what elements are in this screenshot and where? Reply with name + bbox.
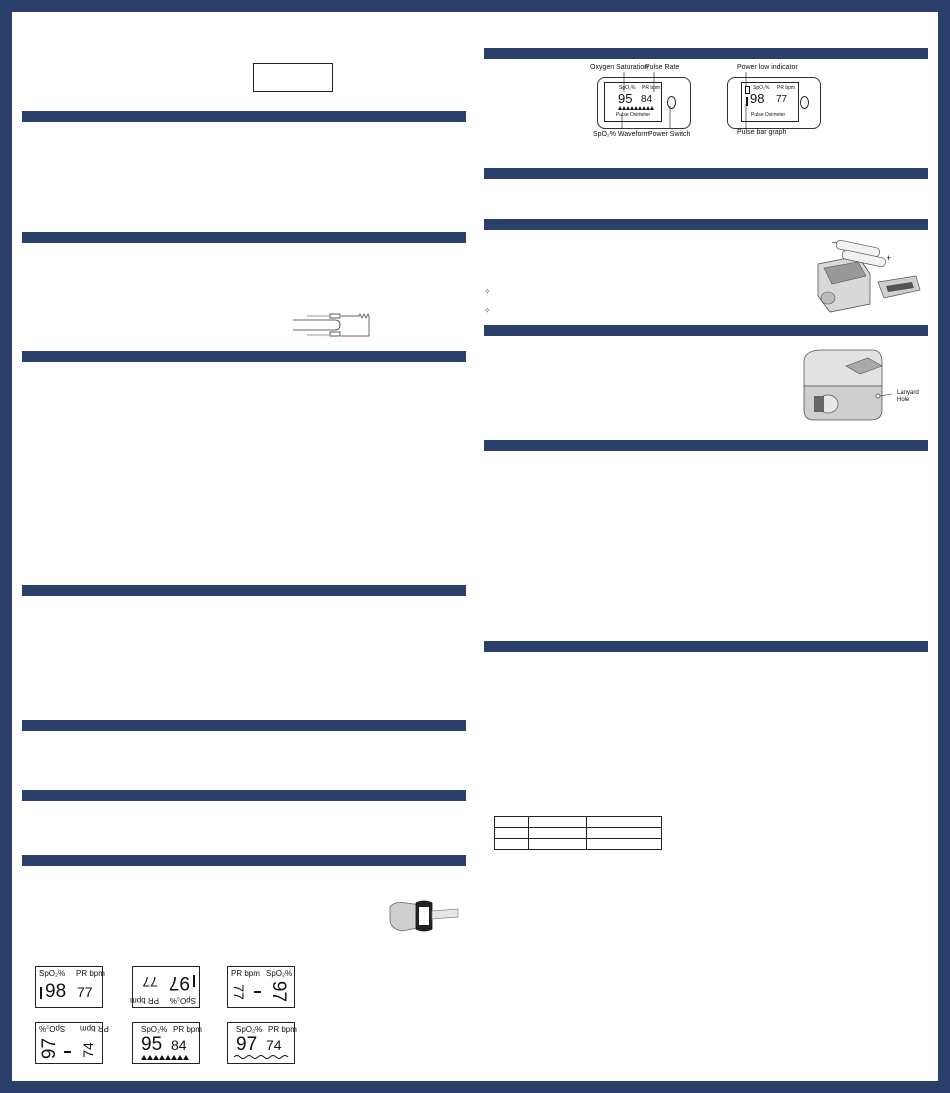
spo2-value: 97 [39, 1037, 61, 1060]
pr-label: PR bpm [80, 1024, 109, 1033]
spo2-label: SpO₂% [169, 996, 196, 1005]
finger-insertion-illustration [388, 897, 460, 935]
pr-value: 77 [230, 984, 247, 1000]
lanyard-label: Lanyard [897, 390, 919, 396]
sine-waveform-icon [234, 1054, 288, 1060]
section-bar [484, 325, 928, 336]
callout-lines [600, 70, 690, 132]
spo2-label: SpO₂% [266, 969, 293, 978]
pr-label: PR bpm [76, 969, 105, 978]
spo2-value: 98 [45, 981, 67, 1002]
table-row [495, 817, 662, 828]
bullet-icon: ✧ [484, 287, 491, 296]
oxygen-saturation-callout: Oxygen Saturation [590, 64, 648, 71]
power-switch-callout: Power Switch [648, 131, 691, 138]
spo2-value: 95 [618, 91, 633, 106]
display-mode-5 [132, 1022, 200, 1064]
pr-value: 77 [77, 984, 93, 1000]
pr-label: PR bpm [777, 85, 796, 91]
section-bar [484, 48, 928, 59]
spo2-value: 95 [141, 1034, 163, 1055]
display-mode-3 [227, 966, 295, 1008]
spo2-label: SpO₂% [236, 1025, 263, 1034]
section-bar [22, 585, 466, 596]
pr-label: PR bpm [268, 1025, 297, 1034]
brand-label: Pulse Oximeter [616, 112, 651, 118]
section-bar [484, 219, 928, 230]
table-row [495, 828, 662, 839]
section-bar [22, 720, 466, 731]
pulse-bar-icon [254, 991, 261, 993]
section-bar [484, 440, 928, 451]
battery-minus-sign: – [832, 237, 838, 247]
spo2-value: 97 [236, 1034, 258, 1055]
lanyard-illustration [796, 344, 892, 428]
power-switch-icon [800, 96, 809, 109]
pr-value: 74 [79, 1042, 96, 1058]
brand-label: Pulse Oximeter [751, 112, 786, 118]
section-bar [484, 168, 928, 179]
spo2-label: SpO₂% [753, 85, 770, 91]
title-box [253, 63, 333, 92]
pr-label: PR bpm [173, 1025, 202, 1034]
spo2-label: SpO₂% [39, 969, 66, 978]
pulse-waveform-icon [141, 1054, 191, 1060]
spo2-label: SpO₂% [141, 1025, 168, 1034]
table-row [495, 839, 662, 850]
spo2-value: 98 [750, 91, 765, 106]
bullet-icon: ✧ [484, 306, 491, 315]
section-bar [22, 232, 466, 243]
display-mode-6 [227, 1022, 295, 1064]
pr-label: PR bpm [130, 996, 159, 1005]
display-mode-2 [132, 966, 200, 1008]
section-bar [22, 790, 466, 801]
pr-label: PR bpm [642, 85, 661, 91]
spo2-label: SpO₂% [619, 85, 636, 91]
measurement-principle-diagram [293, 308, 373, 344]
section-bar [22, 855, 466, 866]
section-bar [484, 641, 928, 652]
pulse-rate-callout: Pulse Rate [645, 64, 680, 71]
callout-lines [740, 70, 760, 132]
battery-plus-sign: + [886, 253, 892, 263]
display-mode-4 [35, 1022, 109, 1064]
pr-value: 74 [266, 1037, 282, 1053]
spo2-label: SpO₂% [39, 1024, 66, 1033]
pr-value: 77 [776, 94, 788, 105]
waveform-callout: SpO₂% Waveform [593, 131, 650, 138]
display-mode-1 [35, 966, 103, 1008]
spo2-value: 97 [168, 972, 190, 993]
section-bar [22, 111, 466, 122]
spo2-value: 97 [268, 980, 290, 1003]
specification-table [494, 816, 662, 850]
pr-value: 84 [641, 94, 653, 105]
lanyard-label: Hole [897, 397, 910, 403]
pr-value: 77 [142, 974, 158, 990]
pulse-bar-icon [40, 987, 42, 999]
section-bar [22, 351, 466, 362]
pr-label: PR bpm [231, 969, 260, 978]
pulse-bar-icon [64, 1051, 71, 1053]
battery-installation-illustration [808, 234, 923, 316]
pr-value: 84 [171, 1037, 187, 1053]
power-low-callout: Power low indicator [737, 64, 798, 71]
pulse-bar-callout: Pulse bar graph [737, 129, 787, 136]
pulse-bar-icon [193, 975, 195, 987]
